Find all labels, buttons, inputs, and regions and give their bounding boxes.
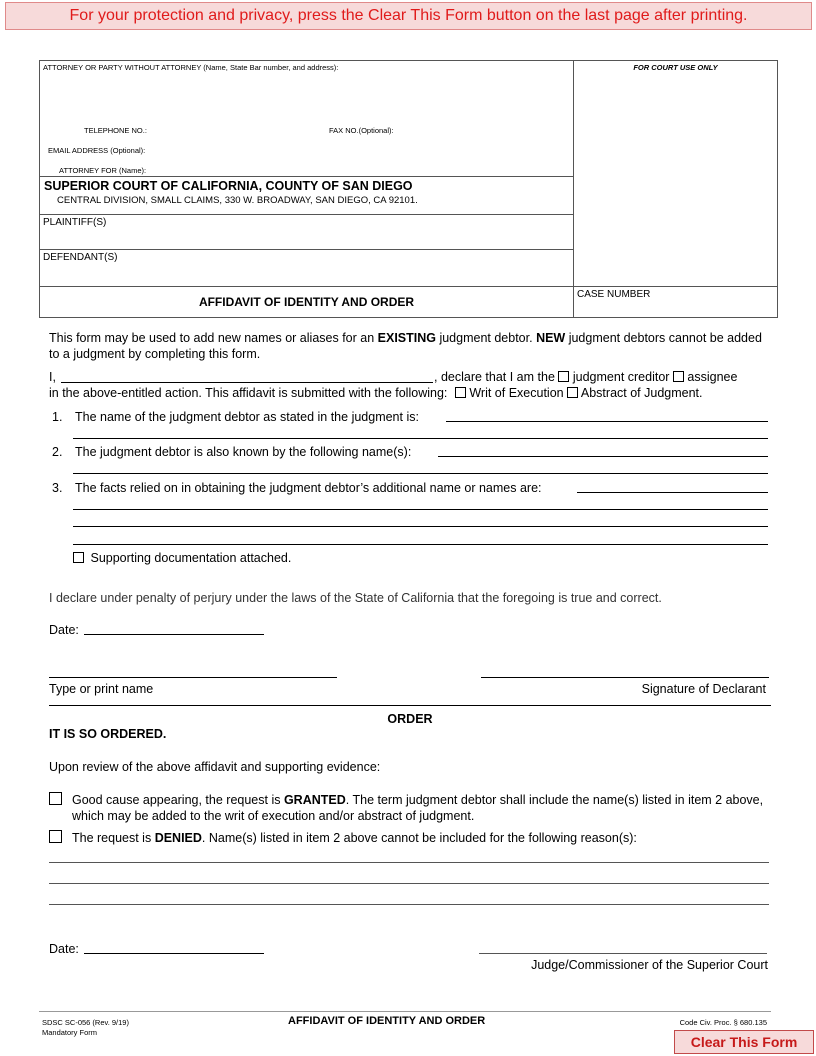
item-2-field[interactable] bbox=[438, 456, 768, 457]
intro-text: This form may be used to add new names or aliases for an EXISTING judgment debtor. NEW judgment debtors cannot be added to a judgment by completing this form. bbox=[49, 331, 762, 361]
reason-field-2[interactable] bbox=[49, 883, 769, 884]
item-3-text: The facts relied on in obtaining the judgment debtor’s additional name or names are: bbox=[75, 481, 542, 495]
court-address: CENTRAL DIVISION, SMALL CLAIMS, 330 W. BROADWAY, SAN DIEGO, CA 92101. bbox=[57, 195, 418, 206]
attorney-for-label: ATTORNEY FOR (Name): bbox=[59, 166, 147, 175]
reason-field-1[interactable] bbox=[49, 862, 769, 863]
item-3-field[interactable] bbox=[577, 492, 768, 493]
declare-text: , declare that I am the judgment creditor assignee bbox=[434, 370, 738, 384]
declarant-name-field[interactable] bbox=[61, 382, 433, 383]
abstract-checkbox[interactable] bbox=[567, 387, 578, 398]
print-name-field[interactable] bbox=[49, 677, 337, 678]
item-3-num: 3. bbox=[52, 481, 63, 495]
item-1-field-2[interactable] bbox=[73, 438, 768, 439]
court-use-box bbox=[573, 60, 778, 287]
judgment-creditor-checkbox[interactable] bbox=[558, 371, 569, 382]
writ-checkbox[interactable] bbox=[455, 387, 466, 398]
item-1-field[interactable] bbox=[446, 421, 768, 422]
judge-label: Judge/Commissioner of the Superior Court bbox=[531, 958, 768, 972]
assignee-checkbox[interactable] bbox=[673, 371, 684, 382]
item-2-field-2[interactable] bbox=[73, 473, 768, 474]
signature-label: Signature of Declarant bbox=[641, 682, 766, 696]
code-reference: Code Civ. Proc. § 680.135 bbox=[679, 1018, 767, 1027]
telephone-label: TELEPHONE NO.: bbox=[84, 126, 147, 135]
granted-text: Good cause appearing, the request is GRANTED. The term judgment debtor shall include the name(s) listed in item 2 above, which may be added to the writ of execution and/or abstract of judgment. bbox=[72, 793, 764, 823]
order-title: ORDER bbox=[387, 712, 433, 726]
signature-field[interactable] bbox=[481, 677, 769, 678]
supporting-checkbox[interactable] bbox=[73, 552, 84, 563]
court-use-label: FOR COURT USE ONLY bbox=[633, 63, 718, 72]
case-number-label: CASE NUMBER bbox=[577, 289, 651, 300]
item-3-field-2[interactable] bbox=[73, 509, 768, 510]
denied-text: The request is DENIED. Name(s) listed in item 2 above cannot be included for the following reason(s): bbox=[72, 831, 637, 845]
item-2-text: The judgment debtor is also known by the following name(s): bbox=[75, 445, 412, 459]
granted-checkbox[interactable] bbox=[49, 792, 62, 805]
privacy-banner: For your protection and privacy, press the Clear This Form button on the last page after printing. bbox=[5, 2, 812, 30]
item-3-field-3[interactable] bbox=[73, 526, 768, 527]
defendant-box[interactable] bbox=[39, 249, 574, 287]
date-field[interactable] bbox=[84, 634, 264, 635]
attorney-label: ATTORNEY OR PARTY WITHOUT ATTORNEY (Name, State Bar number, and address): bbox=[43, 63, 339, 72]
divider bbox=[49, 705, 771, 706]
attorney-box[interactable] bbox=[39, 60, 574, 177]
type-name-label: Type or print name bbox=[49, 682, 154, 696]
item-2-num: 2. bbox=[52, 445, 63, 459]
footer-divider bbox=[39, 1011, 771, 1012]
form-id: SDSC SC-056 (Rev. 9/19) bbox=[42, 1018, 129, 1027]
court-name: SUPERIOR COURT OF CALIFORNIA, COUNTY OF SAN DIEGO bbox=[44, 179, 413, 193]
judge-signature-field[interactable] bbox=[479, 953, 767, 954]
upon-review: Upon review of the above affidavit and supporting evidence: bbox=[49, 760, 381, 774]
date-label: Date: bbox=[49, 623, 79, 637]
judge-date-field[interactable] bbox=[84, 953, 264, 954]
denied-checkbox[interactable] bbox=[49, 830, 62, 843]
perjury-statement: I declare under penalty of perjury under the laws of the State of California that the foregoing is true and correct. bbox=[49, 591, 662, 605]
judge-date-label: Date: bbox=[49, 942, 79, 956]
email-label: EMAIL ADDRESS (Optional): bbox=[48, 146, 146, 155]
declarant-i: I, bbox=[49, 370, 56, 384]
defendant-label: DEFENDANT(S) bbox=[43, 252, 118, 263]
item-1-num: 1. bbox=[52, 410, 63, 424]
form-title: AFFIDAVIT OF IDENTITY AND ORDER bbox=[198, 295, 415, 309]
declare-line-2: in the above-entitled action. This affidavit is submitted with the following: Writ of Execution Abstract of Judgment. bbox=[49, 386, 703, 400]
clear-form-button[interactable]: Clear This Form bbox=[674, 1030, 814, 1054]
item-3-field-4[interactable] bbox=[73, 544, 768, 545]
reason-field-3[interactable] bbox=[49, 904, 769, 905]
fax-label: FAX NO.(Optional): bbox=[329, 126, 394, 135]
plaintiff-box[interactable] bbox=[39, 214, 574, 250]
item-1-text: The name of the judgment debtor as stated in the judgment is: bbox=[75, 410, 419, 424]
footer-title: AFFIDAVIT OF IDENTITY AND ORDER bbox=[288, 1015, 486, 1027]
supporting-row: Supporting documentation attached. bbox=[73, 550, 291, 566]
plaintiff-label: PLAINTIFF(S) bbox=[43, 217, 107, 228]
so-ordered: IT IS SO ORDERED. bbox=[49, 727, 167, 741]
mandatory-form: Mandatory Form bbox=[42, 1028, 98, 1037]
